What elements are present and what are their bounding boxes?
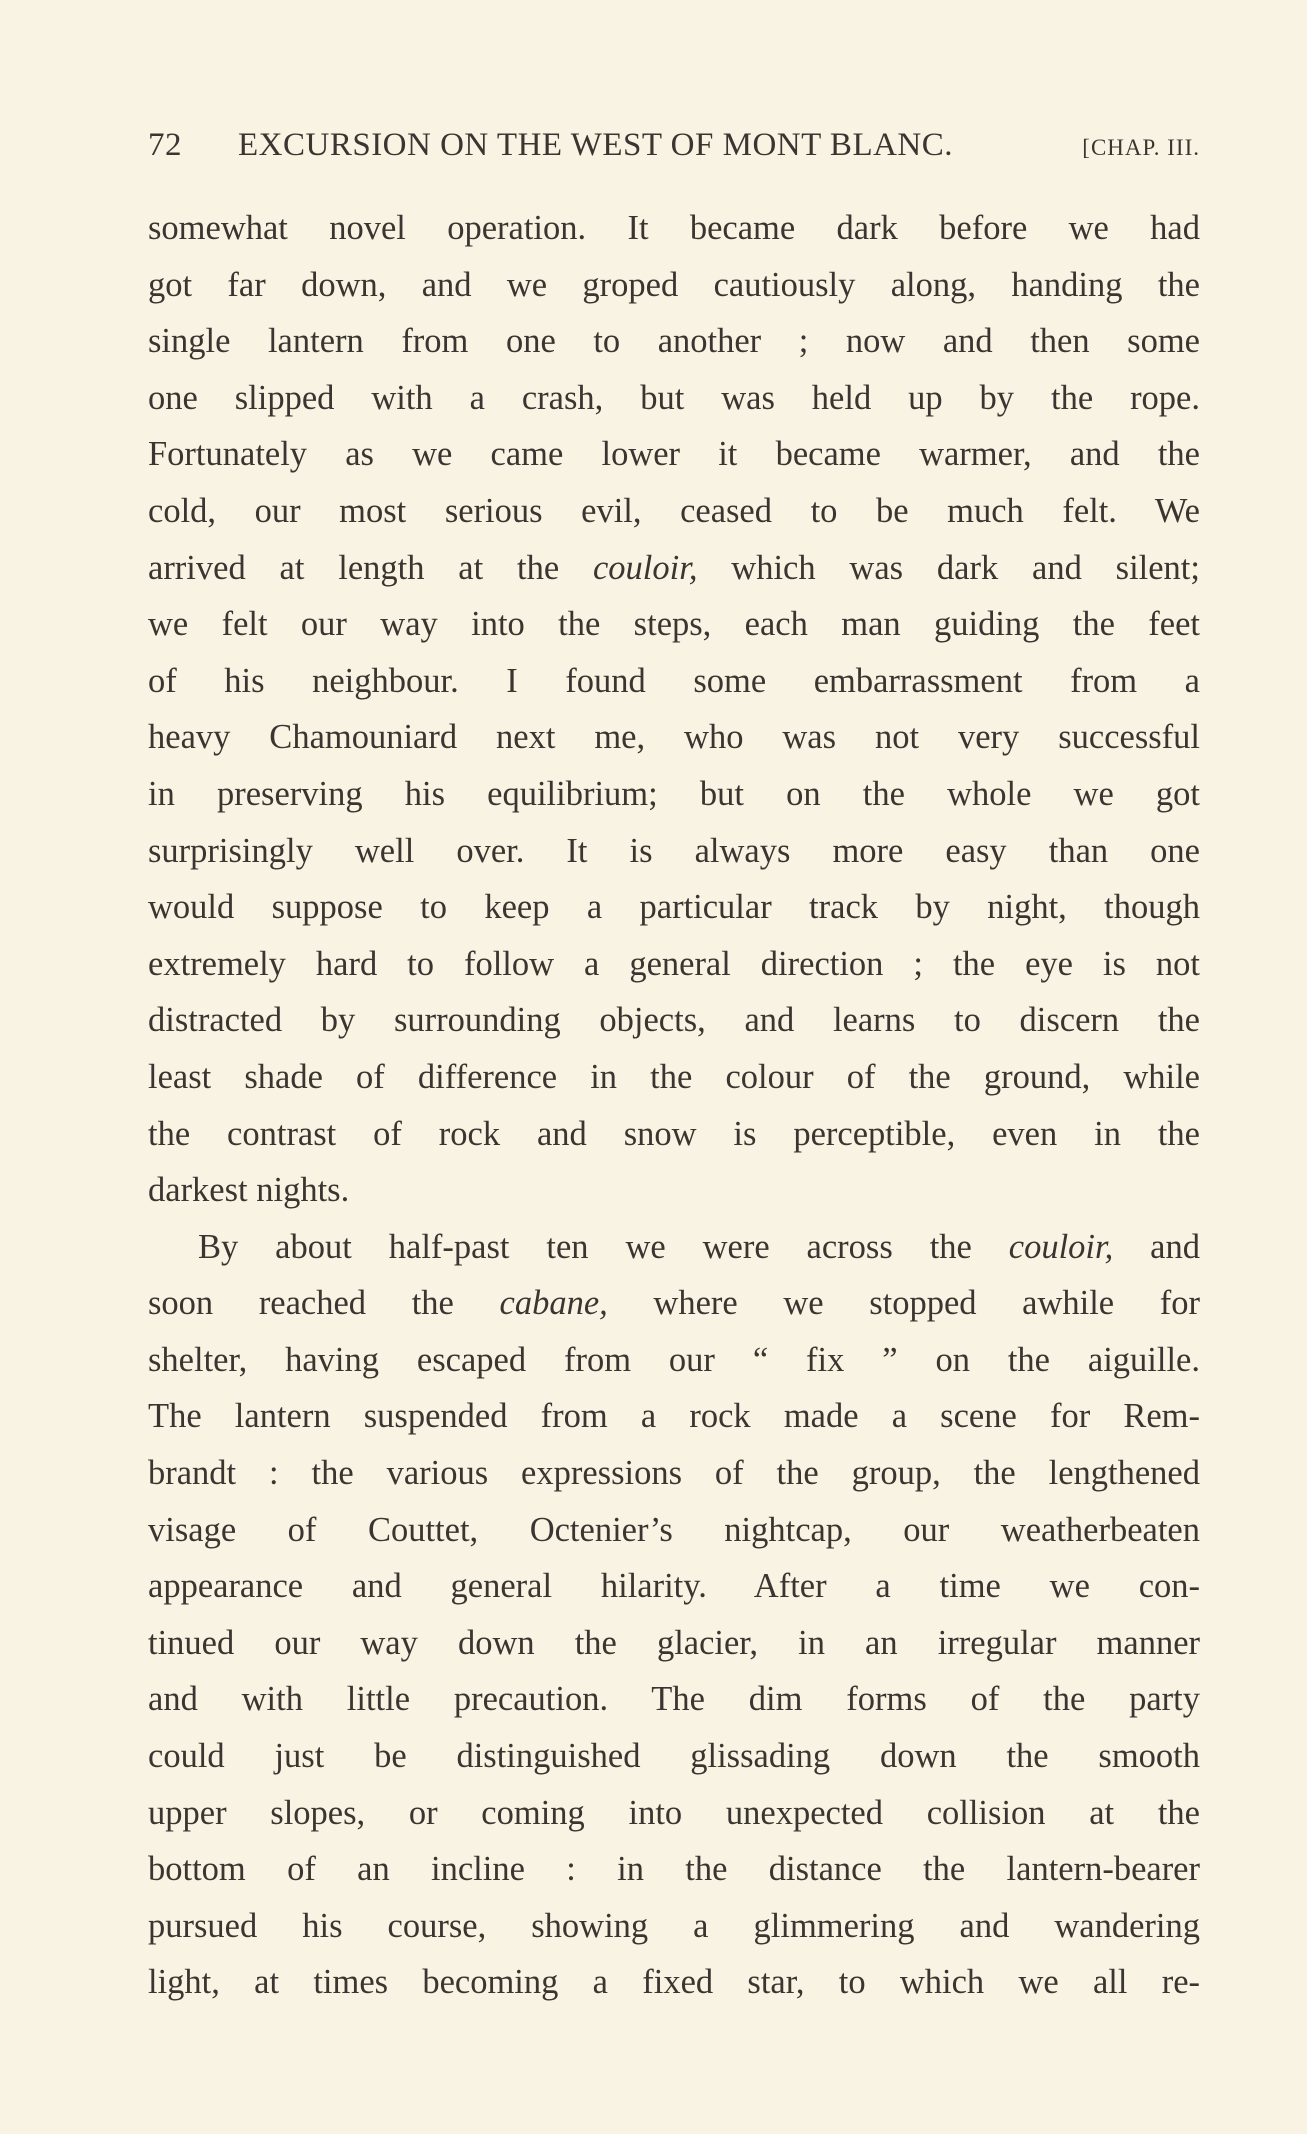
text-line (148, 1219, 1200, 1276)
text-line (148, 1785, 1200, 1842)
text-segment: tinued our way down the glacier, in an irregular manner (148, 1623, 1200, 1662)
text-line (148, 1162, 1200, 1219)
running-title: EXCURSION ON THE WEST OF MONT BLANC. (238, 127, 954, 163)
text-segment: where we stopped awhile for (607, 1284, 1200, 1323)
text-segment: bottom of an incline : in the distance the lantern-bearer (148, 1850, 1200, 1889)
text-segment: one slipped with a crash, but was held up by the rope. (148, 378, 1200, 417)
text-segment: of his neighbour. I found some embarrassment from a (148, 661, 1200, 700)
text-line (148, 426, 1200, 483)
text-line (148, 1388, 1200, 1445)
italic-term: couloir, (1008, 1227, 1114, 1266)
text-segment: By about half-past ten we were across the (198, 1227, 1009, 1266)
text-line (148, 596, 1200, 653)
text-line (148, 1728, 1200, 1785)
text-line (148, 1275, 1200, 1332)
italic-term: couloir, (592, 548, 698, 587)
text-segment: somewhat novel operation. It became dark before we had (148, 209, 1200, 247)
text-segment: and (1113, 1227, 1200, 1266)
text-line (148, 1332, 1200, 1389)
text-segment: shelter, having escaped from our “ fix ” on the aiguille. (148, 1340, 1200, 1379)
text-segment: we felt our way into the steps, each man guiding the feet (148, 605, 1200, 644)
text-segment: cold, our most serious evil, ceased to be much felt. We (148, 491, 1200, 530)
text-segment: appearance and general hilarity. After a time we con- (148, 1567, 1200, 1606)
text-segment: single lantern from one to another ; now and then some (148, 322, 1200, 361)
chapter-reference: [CHAP. III. (1082, 135, 1200, 160)
text-segment: Fortunately as we came lower it became warmer, and the (148, 435, 1200, 474)
text-segment: brandt : the various expressions of the group, the lengthened (148, 1454, 1200, 1493)
text-line (148, 1671, 1200, 1728)
text-line (148, 1558, 1200, 1615)
text-segment: could just be distinguished glissading down the smooth (148, 1737, 1200, 1776)
text-segment: and with little precaution. The dim forms of the party (148, 1680, 1200, 1719)
text-line (148, 1445, 1200, 1502)
text-segment: arrived at length at the (148, 548, 593, 587)
text-segment: light, at times becoming a fixed star, to which we all re- (148, 1963, 1200, 2002)
text-segment: soon reached the (148, 1284, 500, 1323)
text-line (148, 483, 1200, 540)
text-line (148, 936, 1200, 993)
text-segment: surprisingly well over. It is always more easy than one (148, 831, 1200, 870)
body-text (148, 200, 1200, 2011)
text-line (148, 992, 1200, 1049)
page-number: 72 (148, 127, 182, 163)
text-line (148, 1841, 1200, 1898)
text-line (148, 257, 1200, 314)
text-line (148, 879, 1200, 936)
text-line (148, 709, 1200, 766)
text-segment: The lantern suspended from a rock made a scene for Rem- (148, 1397, 1200, 1436)
text-segment: least shade of difference in the colour of the ground, while (148, 1057, 1200, 1096)
text-segment: heavy Chamouniard next me, who was not very successful (148, 718, 1200, 757)
text-line (148, 370, 1200, 427)
text-segment: upper slopes, or coming into unexpected collision at the (148, 1793, 1200, 1832)
text-segment: the contrast of rock and snow is perceptible, even in the (148, 1114, 1200, 1153)
text-line (148, 653, 1200, 710)
text-line (148, 1049, 1200, 1106)
text-segment: distracted by surrounding objects, and learns to discern the (148, 1001, 1200, 1040)
text-segment: would suppose to keep a particular track by night, though (148, 888, 1200, 927)
text-line (148, 313, 1200, 370)
text-line (148, 1954, 1200, 2011)
italic-term: cabane, (499, 1284, 608, 1323)
text-line (148, 823, 1200, 880)
text-segment: which was dark and silent; (697, 548, 1200, 587)
text-segment: got far down, and we groped cautiously along, handing the (148, 265, 1200, 304)
text-segment: in preserving his equilibrium; but on the whole we got (148, 774, 1200, 813)
text-segment: pursued his course, showing a glimmering and wandering (148, 1906, 1200, 1945)
text-line (148, 1106, 1200, 1163)
text-segment: darkest nights. (148, 1171, 350, 1210)
text-segment: visage of Couttet, Octenier’s nightcap, our weatherbeaten (148, 1510, 1200, 1549)
text-line (148, 766, 1200, 823)
text-line (148, 540, 1200, 597)
text-line (148, 200, 1200, 257)
text-line (148, 1615, 1200, 1672)
text-line (148, 1898, 1200, 1955)
text-segment: extremely hard to follow a general direction ; the eye is not (148, 944, 1200, 983)
running-header (148, 122, 1200, 168)
text-line (148, 1502, 1200, 1559)
